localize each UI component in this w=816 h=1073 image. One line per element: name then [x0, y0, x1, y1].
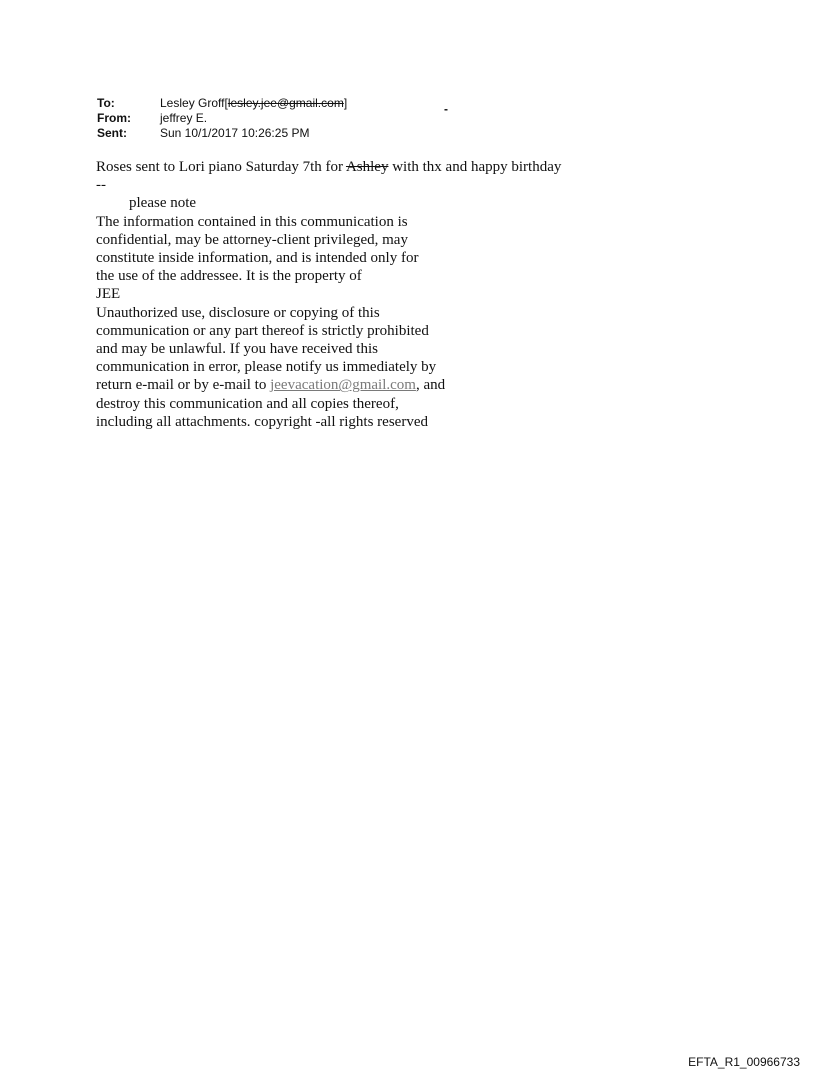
document-id: EFTA_R1_00966733 — [688, 1055, 800, 1069]
email-header — [97, 96, 347, 141]
disclaimer-line: and may be unlawful. If you have received this — [96, 341, 378, 358]
disclaimer-line: communication or any part thereof is strictly prohibited — [96, 322, 429, 339]
to-row — [97, 96, 347, 111]
return-text: return e-mail or by e-mail to — [96, 377, 271, 394]
note-heading: please note — [129, 195, 197, 212]
disclaimer-line: communication in error, please notify us immediately by — [96, 359, 437, 376]
return-text-end: , and — [415, 377, 446, 394]
from-label: From: — [97, 111, 131, 125]
to-name: Lesley Groff[ — [160, 96, 228, 110]
signature-separator: -- — [96, 177, 106, 194]
email-link[interactable]: jeevacation@gmail.com — [270, 377, 416, 394]
return-email-line — [96, 376, 561, 394]
to-value — [160, 96, 347, 111]
disclaimer-line: The information contained in this communication is — [96, 213, 408, 230]
sent-label: Sent: — [97, 126, 127, 140]
message-text-end: with thx and happy birthday — [388, 159, 562, 175]
closing-line: including all attachments. copyright -all rights reserved — [96, 413, 428, 430]
disclaimer-line: JEE — [96, 286, 121, 303]
email-body — [96, 158, 561, 431]
disclaimer-line: confidential, may be attorney-client privileged, may — [96, 231, 408, 248]
to-email-redacted: lesley.jee@gmail.com — [227, 96, 344, 110]
disclaimer-line: constitute inside information, and is intended only for — [96, 250, 419, 267]
sent-row — [97, 126, 347, 141]
from-value: jeffrey E. — [160, 111, 208, 125]
stray-mark: - — [444, 102, 448, 116]
struck-name: Ashley — [345, 159, 389, 175]
to-close-bracket: ] — [343, 96, 348, 110]
message-line — [96, 158, 561, 176]
from-row — [97, 111, 347, 126]
closing-line: destroy this communication and all copies thereof, — [96, 395, 399, 412]
message-text-start: Roses sent to Lori piano Saturday 7th for — [96, 159, 346, 175]
disclaimer-line: Unauthorized use, disclosure or copying of this — [96, 304, 380, 321]
disclaimer-line: the use of the addressee. It is the property of — [96, 268, 362, 285]
to-label: To: — [97, 96, 115, 110]
sent-value: Sun 10/1/2017 10:26:25 PM — [160, 126, 310, 140]
